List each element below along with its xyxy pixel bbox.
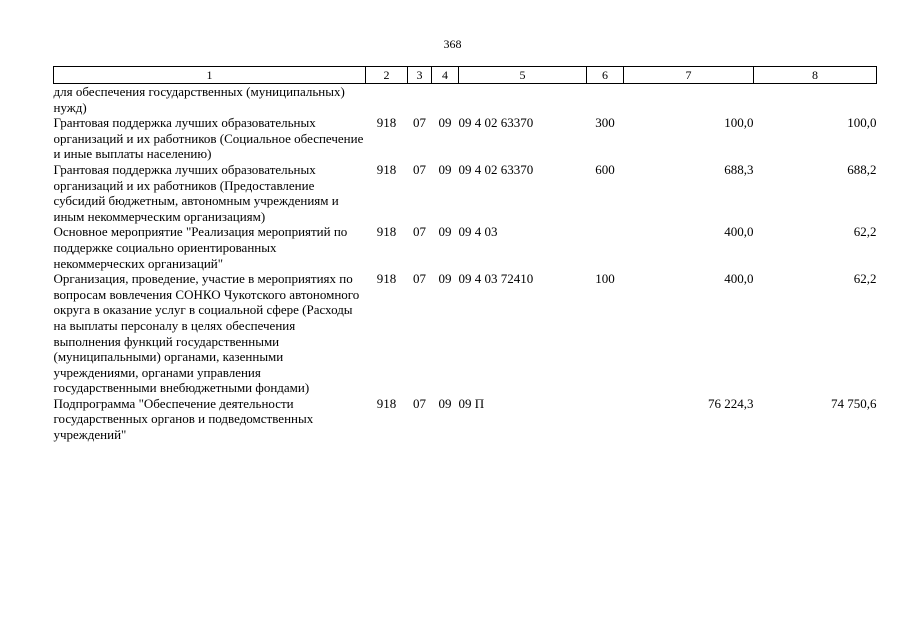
row-col-2: 918 — [376, 161, 397, 177]
row-name: Грантовая поддержка лучших образовательных организаций и их работников (Предоставление субсидий бюджетным, автономным учреждениям и иным некоммерческим организациям) — [53, 161, 339, 224]
row-col-8: 62,2 — [853, 271, 877, 287]
header-cell-5: 5 — [459, 67, 587, 84]
row-col-4: 09 — [438, 395, 452, 411]
table-row — [54, 396, 877, 443]
row-col-2: 918 — [376, 395, 397, 411]
header-cell-1: 1 — [54, 67, 366, 84]
row-col-3 — [408, 84, 432, 116]
header-cell-8: 8 — [754, 67, 877, 84]
header-cell-2: 2 — [366, 67, 408, 84]
row-col-6: 600 — [595, 161, 615, 177]
row-col-6: 100 — [595, 271, 615, 287]
header-cell-4: 4 — [432, 67, 459, 84]
row-col-8 — [754, 84, 877, 116]
row-name: для обеспечения государственных (муниципальных) нужд) — [53, 84, 345, 115]
row-col-3: 07 — [413, 161, 426, 177]
row-col-2: 918 — [376, 271, 397, 287]
page-number: 368 — [443, 37, 462, 51]
row-col-2: 918 — [376, 224, 397, 240]
row-col-3: 07 — [413, 271, 426, 287]
header-cell-6: 6 — [587, 67, 624, 84]
row-name: Грантовая поддержка лучших образовательных организаций и их работников (Социальное обеспечение и иные выплаты населению) — [53, 115, 364, 162]
row-col-3: 07 — [413, 395, 426, 411]
row-col-5: 09 4 02 63370 — [458, 115, 534, 131]
row-col-6 — [587, 396, 624, 443]
row-col-4: 09 — [438, 115, 452, 131]
budget-table — [53, 66, 877, 443]
table-row — [54, 271, 877, 396]
header-cell-7: 7 — [624, 67, 754, 84]
row-col-5: 09 П — [458, 395, 485, 411]
row-name: Организация, проведение, участие в мероприятиях по вопросам вовлечения СОНКО Чукотского автономного округа в оказание услуг в социальной сфере (Расходы на выплаты персоналу в целях обеспечения выполнения функций государственными (муниципальными) органами, казенными учреждениями, органами управления государственными внебюджетными фондами) — [53, 271, 360, 396]
row-col-5 — [459, 84, 587, 116]
row-col-5: 09 4 03 72410 — [458, 271, 534, 287]
row-col-8: 62,2 — [853, 224, 877, 240]
row-col-7: 688,3 — [724, 161, 754, 177]
header-cell-3: 3 — [408, 67, 432, 84]
row-col-7: 100,0 — [724, 115, 754, 131]
row-col-5: 09 4 03 — [458, 224, 498, 240]
row-col-7: 400,0 — [724, 271, 754, 287]
row-col-5: 09 4 02 63370 — [458, 161, 534, 177]
header-row — [54, 67, 877, 84]
row-name: Подпрограмма "Обеспечение деятельности государственных органов и подведомственных учреждений" — [53, 395, 314, 443]
table-row — [54, 84, 877, 116]
row-col-4: 09 — [438, 161, 452, 177]
row-col-6: 300 — [595, 115, 615, 131]
row-col-2 — [366, 84, 408, 116]
row-col-7 — [624, 84, 754, 116]
row-col-3: 07 — [413, 115, 426, 131]
table-row — [54, 224, 877, 271]
row-col-7: 76 224,3 — [708, 395, 754, 411]
table-row — [54, 162, 877, 224]
row-col-8: 74 750,6 — [831, 395, 877, 411]
row-name: Основное мероприятие "Реализация мероприятий по поддержке социально ориентированных некоммерческих организаций" — [53, 224, 348, 271]
row-col-4: 09 — [438, 224, 452, 240]
row-col-6 — [587, 224, 624, 271]
row-col-8: 100,0 — [847, 115, 877, 131]
row-col-3: 07 — [413, 224, 426, 240]
row-col-6 — [587, 84, 624, 116]
row-col-7: 400,0 — [724, 224, 754, 240]
table-row — [54, 115, 877, 162]
row-col-2: 918 — [376, 115, 397, 131]
row-col-8: 688,2 — [847, 161, 877, 177]
row-col-4 — [432, 84, 459, 116]
row-col-4: 09 — [438, 271, 452, 287]
